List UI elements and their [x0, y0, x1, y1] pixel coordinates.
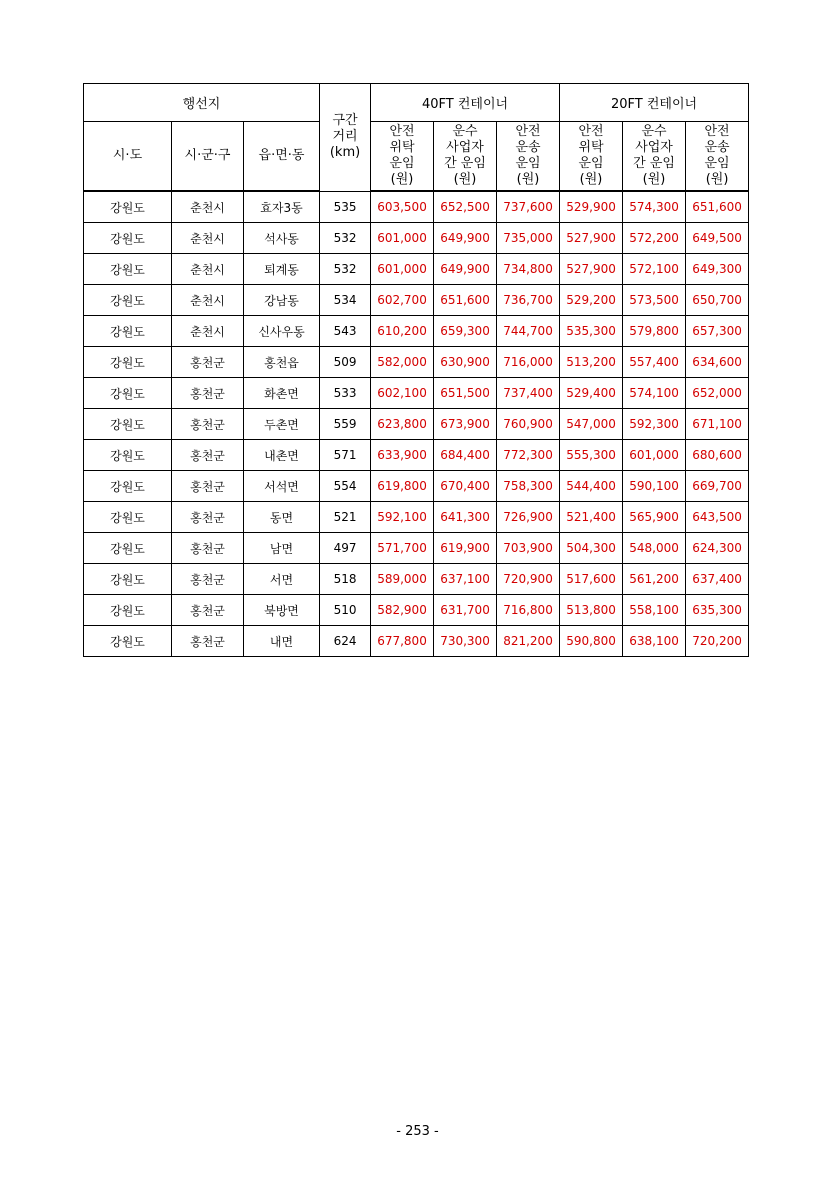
cell-sido: 강원도 [84, 533, 172, 564]
cell-distance: 554 [320, 471, 371, 502]
cell-40ft-carrier: 673,900 [434, 409, 497, 440]
cell-40ft-safe-transport: 737,600 [497, 191, 560, 223]
cell-distance: 510 [320, 595, 371, 626]
cell-40ft-safe-consign: 677,800 [371, 626, 434, 657]
cell-40ft-safe-transport: 716,800 [497, 595, 560, 626]
table-row [84, 533, 749, 564]
header-40ft-safe-transport-rate: 안전 운송 운임 (원) [497, 122, 560, 192]
header-eupmyeondong: 읍·면·동 [244, 122, 320, 192]
header-distance: 구간 거리 (km) [320, 84, 371, 192]
cell-sido: 강원도 [84, 378, 172, 409]
cell-20ft-safe-transport: 624,300 [686, 533, 749, 564]
cell-eupmyeondong: 두촌면 [244, 409, 320, 440]
header-20ft: 20FT 컨테이너 [560, 84, 749, 122]
cell-eupmyeondong: 북방면 [244, 595, 320, 626]
cell-40ft-safe-transport: 716,000 [497, 347, 560, 378]
cell-40ft-carrier: 670,400 [434, 471, 497, 502]
cell-eupmyeondong: 남면 [244, 533, 320, 564]
cell-40ft-safe-consign: 623,800 [371, 409, 434, 440]
cell-20ft-safe-consign: 504,300 [560, 533, 623, 564]
cell-eupmyeondong: 내면 [244, 626, 320, 657]
cell-20ft-safe-transport: 650,700 [686, 285, 749, 316]
cell-20ft-safe-transport: 643,500 [686, 502, 749, 533]
cell-40ft-safe-transport: 703,900 [497, 533, 560, 564]
header-40ft-safe-consign-rate: 안전 위탁 운임 (원) [371, 122, 434, 192]
cell-40ft-carrier: 630,900 [434, 347, 497, 378]
cell-distance: 534 [320, 285, 371, 316]
cell-40ft-safe-consign: 602,100 [371, 378, 434, 409]
cell-40ft-safe-transport: 821,200 [497, 626, 560, 657]
cell-sido: 강원도 [84, 564, 172, 595]
cell-distance: 533 [320, 378, 371, 409]
cell-40ft-carrier: 637,100 [434, 564, 497, 595]
cell-eupmyeondong: 강남동 [244, 285, 320, 316]
cell-sigungu: 홍천군 [172, 626, 244, 657]
cell-40ft-carrier: 631,700 [434, 595, 497, 626]
table-row [84, 502, 749, 533]
cell-20ft-safe-consign: 529,900 [560, 191, 623, 223]
header-20ft-carrier-rate: 운수 사업자 간 운임 (원) [623, 122, 686, 192]
table-row [84, 626, 749, 657]
cell-20ft-safe-consign: 590,800 [560, 626, 623, 657]
cell-20ft-carrier: 565,900 [623, 502, 686, 533]
table-row [84, 223, 749, 254]
cell-40ft-safe-consign: 601,000 [371, 223, 434, 254]
cell-40ft-carrier: 652,500 [434, 191, 497, 223]
cell-20ft-safe-transport: 680,600 [686, 440, 749, 471]
cell-distance: 571 [320, 440, 371, 471]
cell-40ft-carrier: 649,900 [434, 254, 497, 285]
cell-sido: 강원도 [84, 347, 172, 378]
cell-sido: 강원도 [84, 316, 172, 347]
cell-20ft-safe-transport: 720,200 [686, 626, 749, 657]
cell-sido: 강원도 [84, 502, 172, 533]
cell-sigungu: 홍천군 [172, 471, 244, 502]
cell-40ft-carrier: 651,500 [434, 378, 497, 409]
table-row [84, 440, 749, 471]
cell-40ft-safe-consign: 610,200 [371, 316, 434, 347]
cell-20ft-safe-transport: 637,400 [686, 564, 749, 595]
cell-sigungu: 홍천군 [172, 440, 244, 471]
cell-sigungu: 춘천시 [172, 285, 244, 316]
cell-eupmyeondong: 동면 [244, 502, 320, 533]
cell-40ft-safe-transport: 734,800 [497, 254, 560, 285]
cell-40ft-safe-consign: 592,100 [371, 502, 434, 533]
cell-40ft-safe-transport: 772,300 [497, 440, 560, 471]
cell-40ft-carrier: 619,900 [434, 533, 497, 564]
cell-40ft-safe-consign: 603,500 [371, 191, 434, 223]
header-sido: 시·도 [84, 122, 172, 192]
cell-distance: 532 [320, 223, 371, 254]
cell-20ft-safe-transport: 651,600 [686, 191, 749, 223]
cell-20ft-safe-consign: 521,400 [560, 502, 623, 533]
cell-40ft-safe-transport: 720,900 [497, 564, 560, 595]
cell-sido: 강원도 [84, 440, 172, 471]
cell-eupmyeondong: 화촌면 [244, 378, 320, 409]
cell-distance: 497 [320, 533, 371, 564]
cell-sigungu: 춘천시 [172, 191, 244, 223]
cell-sido: 강원도 [84, 223, 172, 254]
table-row [84, 378, 749, 409]
cell-sigungu: 홍천군 [172, 347, 244, 378]
header-20ft-safe-transport-rate: 안전 운송 운임 (원) [686, 122, 749, 192]
cell-sigungu: 춘천시 [172, 316, 244, 347]
table-row [84, 595, 749, 626]
freight-rate-table [83, 83, 749, 657]
cell-sido: 강원도 [84, 191, 172, 223]
cell-40ft-safe-transport: 758,300 [497, 471, 560, 502]
table-row [84, 316, 749, 347]
cell-sido: 강원도 [84, 254, 172, 285]
table-row [84, 285, 749, 316]
page-number: - 253 - [396, 1124, 439, 1139]
cell-40ft-safe-transport: 726,900 [497, 502, 560, 533]
cell-40ft-carrier: 684,400 [434, 440, 497, 471]
cell-sigungu: 홍천군 [172, 378, 244, 409]
table-row [84, 471, 749, 502]
cell-sigungu: 홍천군 [172, 533, 244, 564]
header-sigungu: 시·군·구 [172, 122, 244, 192]
header-40ft-carrier-rate: 운수 사업자 간 운임 (원) [434, 122, 497, 192]
cell-20ft-safe-consign: 547,000 [560, 409, 623, 440]
table-row [84, 347, 749, 378]
cell-20ft-safe-consign: 529,200 [560, 285, 623, 316]
cell-40ft-carrier: 651,600 [434, 285, 497, 316]
cell-20ft-safe-transport: 634,600 [686, 347, 749, 378]
cell-40ft-safe-transport: 737,400 [497, 378, 560, 409]
cell-20ft-carrier: 601,000 [623, 440, 686, 471]
cell-20ft-carrier: 558,100 [623, 595, 686, 626]
cell-20ft-carrier: 574,100 [623, 378, 686, 409]
cell-20ft-carrier: 572,100 [623, 254, 686, 285]
cell-20ft-carrier: 574,300 [623, 191, 686, 223]
cell-40ft-safe-transport: 744,700 [497, 316, 560, 347]
header-40ft: 40FT 컨테이너 [371, 84, 560, 122]
cell-40ft-safe-consign: 571,700 [371, 533, 434, 564]
cell-20ft-carrier: 592,300 [623, 409, 686, 440]
cell-eupmyeondong: 내촌면 [244, 440, 320, 471]
cell-sido: 강원도 [84, 471, 172, 502]
cell-20ft-safe-transport: 649,300 [686, 254, 749, 285]
cell-40ft-safe-transport: 736,700 [497, 285, 560, 316]
cell-distance: 518 [320, 564, 371, 595]
cell-distance: 559 [320, 409, 371, 440]
cell-distance: 535 [320, 191, 371, 223]
cell-sigungu: 홍천군 [172, 595, 244, 626]
cell-eupmyeondong: 석사동 [244, 223, 320, 254]
cell-distance: 532 [320, 254, 371, 285]
cell-eupmyeondong: 서석면 [244, 471, 320, 502]
header-20ft-safe-consign-rate: 안전 위탁 운임 (원) [560, 122, 623, 192]
cell-sido: 강원도 [84, 409, 172, 440]
cell-20ft-carrier: 573,500 [623, 285, 686, 316]
cell-distance: 509 [320, 347, 371, 378]
cell-20ft-safe-transport: 671,100 [686, 409, 749, 440]
cell-20ft-safe-consign: 544,400 [560, 471, 623, 502]
cell-40ft-safe-consign: 582,900 [371, 595, 434, 626]
cell-sigungu: 홍천군 [172, 564, 244, 595]
cell-sido: 강원도 [84, 626, 172, 657]
cell-40ft-safe-consign: 589,000 [371, 564, 434, 595]
cell-20ft-carrier: 561,200 [623, 564, 686, 595]
cell-20ft-safe-consign: 535,300 [560, 316, 623, 347]
cell-sido: 강원도 [84, 595, 172, 626]
cell-20ft-safe-consign: 513,800 [560, 595, 623, 626]
cell-20ft-safe-consign: 529,400 [560, 378, 623, 409]
cell-distance: 543 [320, 316, 371, 347]
cell-sigungu: 춘천시 [172, 254, 244, 285]
cell-eupmyeondong: 서면 [244, 564, 320, 595]
cell-sido: 강원도 [84, 285, 172, 316]
cell-20ft-safe-consign: 527,900 [560, 254, 623, 285]
table-row [84, 191, 749, 223]
header-destination: 행선지 [84, 84, 320, 122]
cell-40ft-carrier: 659,300 [434, 316, 497, 347]
cell-sigungu: 춘천시 [172, 223, 244, 254]
cell-distance: 624 [320, 626, 371, 657]
cell-20ft-carrier: 548,000 [623, 533, 686, 564]
cell-40ft-safe-consign: 601,000 [371, 254, 434, 285]
cell-40ft-carrier: 730,300 [434, 626, 497, 657]
cell-eupmyeondong: 효자3동 [244, 191, 320, 223]
cell-20ft-carrier: 557,400 [623, 347, 686, 378]
cell-20ft-safe-transport: 657,300 [686, 316, 749, 347]
cell-20ft-safe-consign: 513,200 [560, 347, 623, 378]
cell-20ft-safe-transport: 635,300 [686, 595, 749, 626]
cell-20ft-safe-transport: 652,000 [686, 378, 749, 409]
cell-40ft-safe-consign: 633,900 [371, 440, 434, 471]
cell-40ft-carrier: 649,900 [434, 223, 497, 254]
cell-20ft-safe-transport: 669,700 [686, 471, 749, 502]
cell-20ft-safe-consign: 517,600 [560, 564, 623, 595]
cell-40ft-carrier: 641,300 [434, 502, 497, 533]
cell-sigungu: 홍천군 [172, 502, 244, 533]
cell-20ft-safe-transport: 649,500 [686, 223, 749, 254]
table-row [84, 254, 749, 285]
cell-sigungu: 홍천군 [172, 409, 244, 440]
cell-20ft-safe-consign: 555,300 [560, 440, 623, 471]
cell-20ft-safe-consign: 527,900 [560, 223, 623, 254]
cell-40ft-safe-consign: 582,000 [371, 347, 434, 378]
cell-20ft-carrier: 638,100 [623, 626, 686, 657]
cell-40ft-safe-consign: 602,700 [371, 285, 434, 316]
cell-20ft-carrier: 590,100 [623, 471, 686, 502]
table-row [84, 564, 749, 595]
cell-eupmyeondong: 퇴계동 [244, 254, 320, 285]
cell-20ft-carrier: 572,200 [623, 223, 686, 254]
cell-eupmyeondong: 홍천읍 [244, 347, 320, 378]
table-body [84, 191, 749, 657]
table-row [84, 409, 749, 440]
cell-40ft-safe-transport: 760,900 [497, 409, 560, 440]
cell-40ft-safe-transport: 735,000 [497, 223, 560, 254]
cell-eupmyeondong: 신사우동 [244, 316, 320, 347]
cell-distance: 521 [320, 502, 371, 533]
cell-40ft-safe-consign: 619,800 [371, 471, 434, 502]
cell-20ft-carrier: 579,800 [623, 316, 686, 347]
